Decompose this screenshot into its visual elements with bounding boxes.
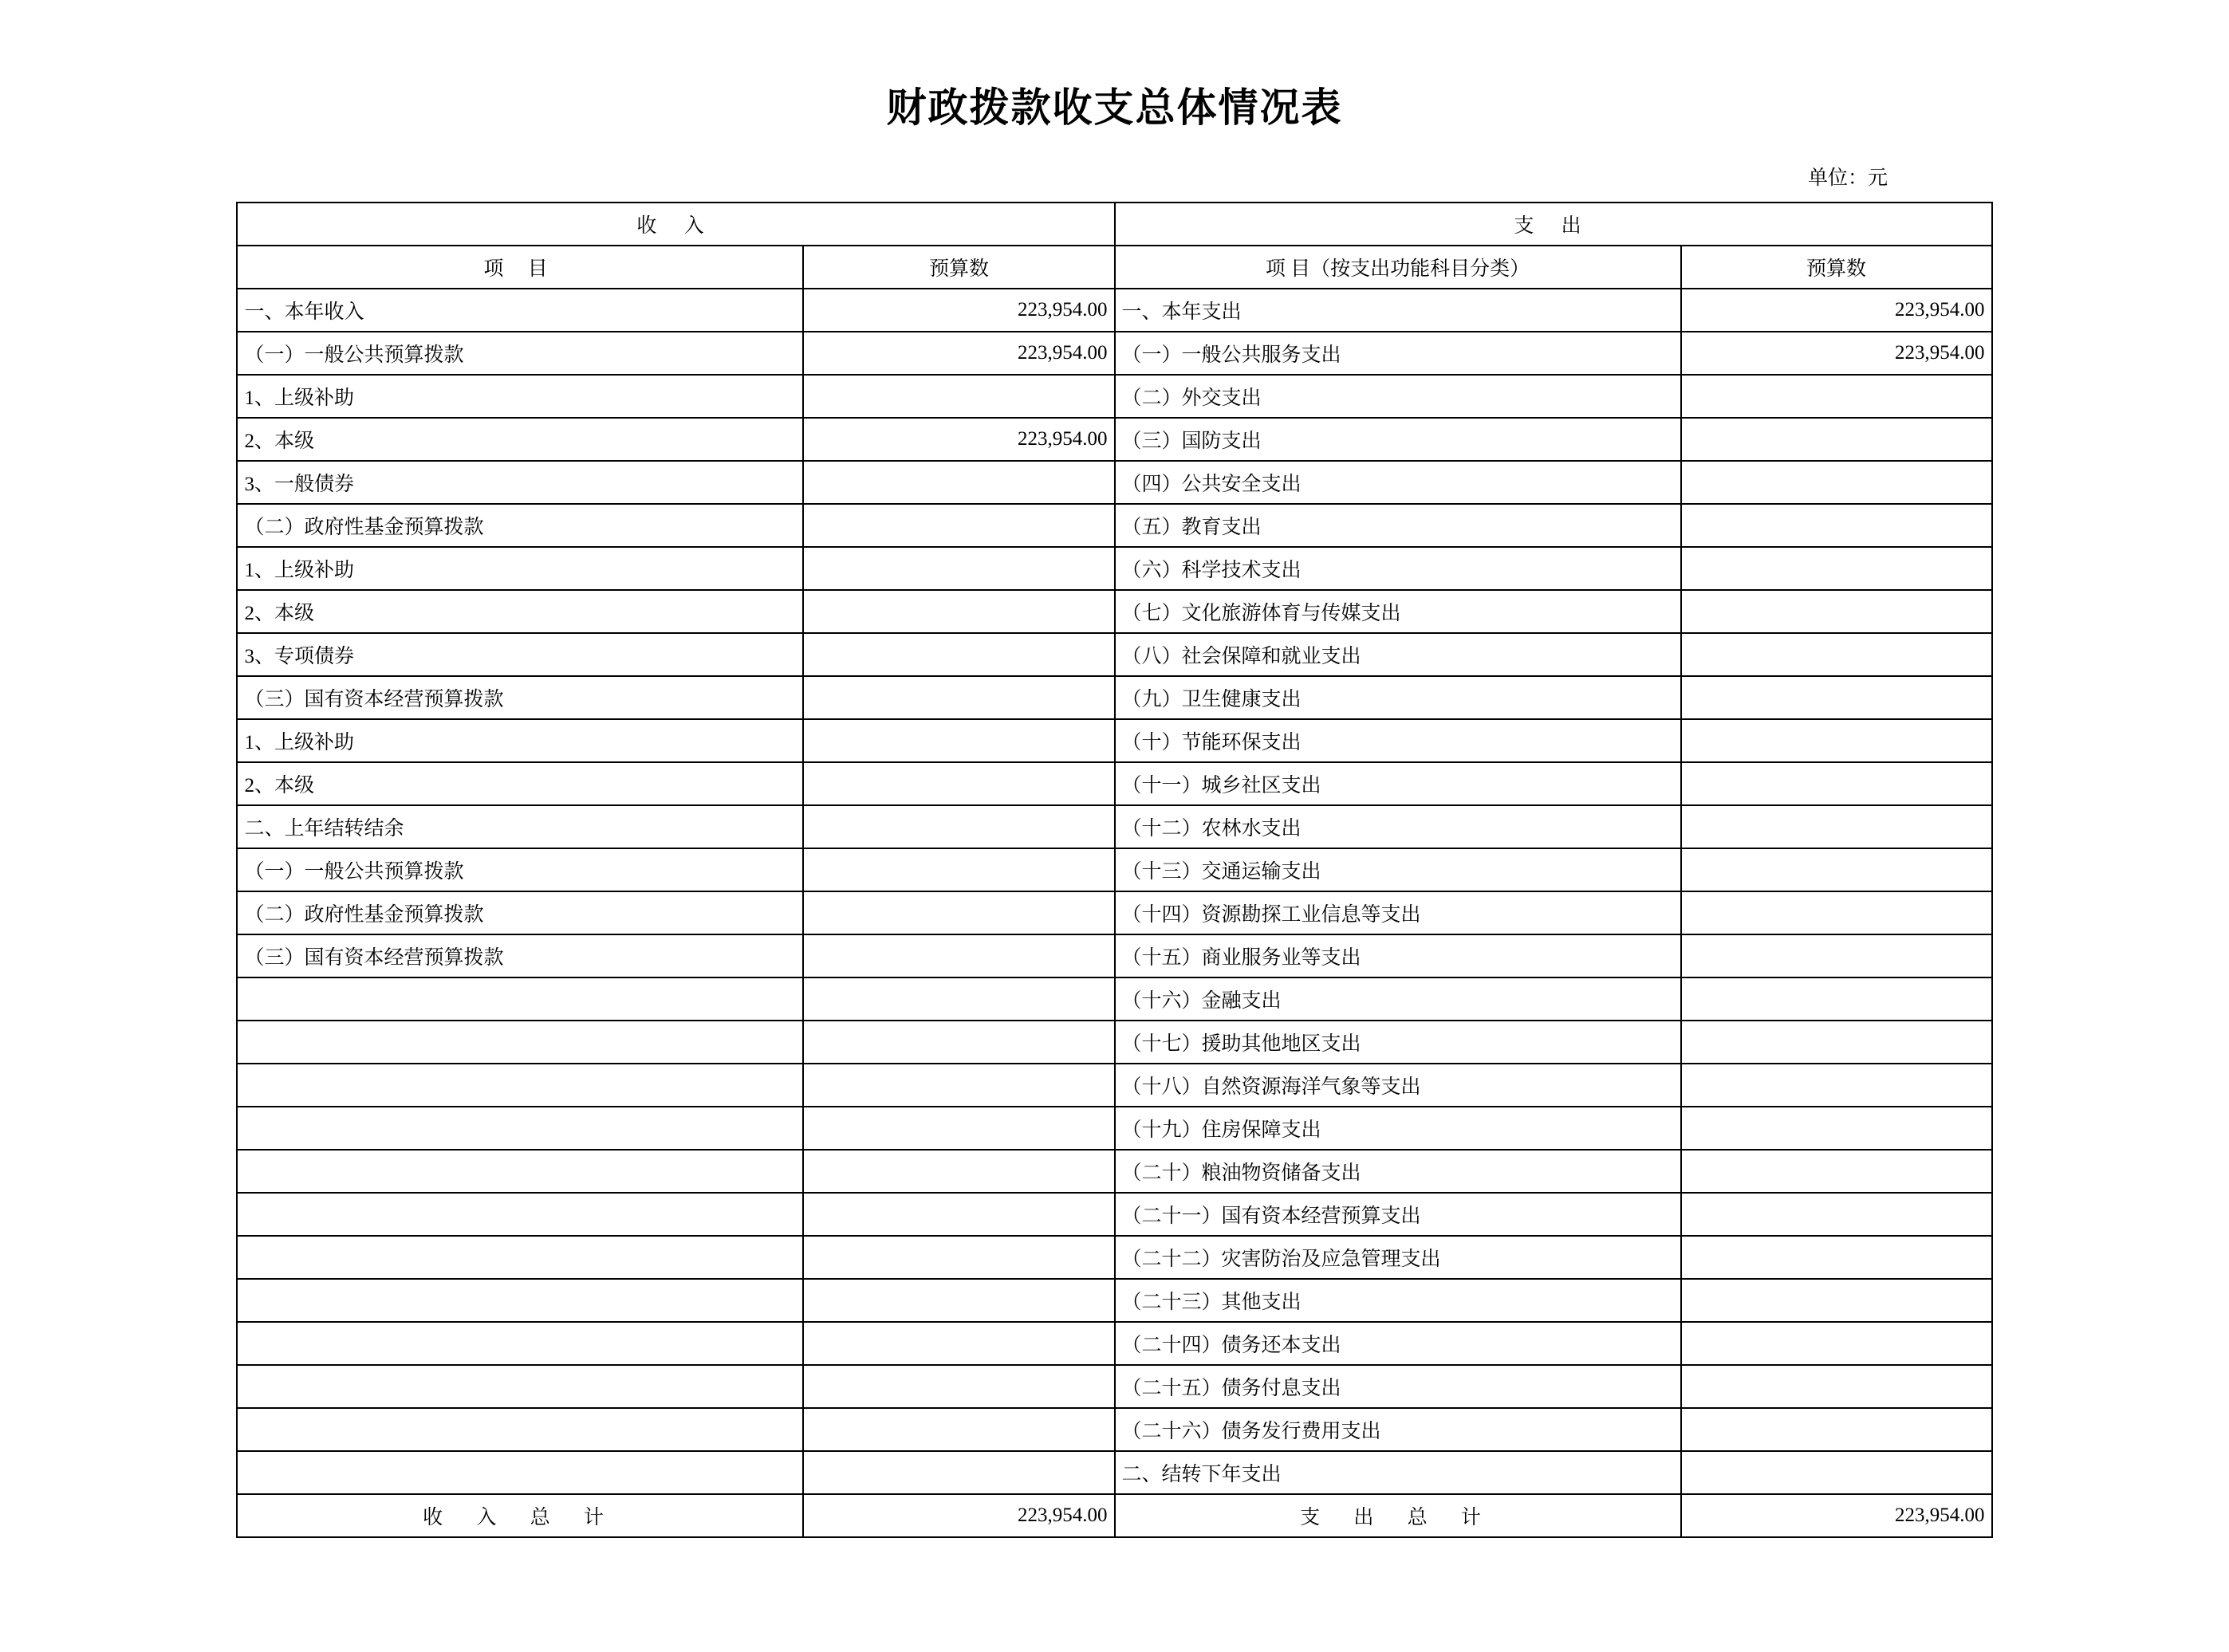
page xyxy=(0,76,2229,1652)
expense-item-label: 一、本年支出 xyxy=(1115,289,1681,332)
table-row xyxy=(237,934,1991,977)
income-item-label xyxy=(237,1365,803,1408)
expense-item-label: （一）一般公共服务支出 xyxy=(1115,332,1681,375)
table-column-header-row xyxy=(237,246,1991,289)
expense-item-column-header: 项 目（按支出功能科目分类） xyxy=(1115,246,1681,289)
table-row xyxy=(237,762,1991,805)
expense-item-amount xyxy=(1681,1236,1992,1279)
income-group-header: 收 入 xyxy=(237,203,1114,246)
table-row xyxy=(237,1279,1991,1322)
income-item-amount xyxy=(803,1150,1114,1193)
expense-item-label: （十二）农林水支出 xyxy=(1115,805,1681,848)
income-item-label xyxy=(237,1064,803,1107)
table-row xyxy=(237,633,1991,676)
income-item-amount xyxy=(803,805,1114,848)
income-item-label: （二）政府性基金预算拨款 xyxy=(237,504,803,547)
expense-item-amount xyxy=(1681,418,1992,461)
income-total-label: 收 入 总 计 xyxy=(237,1494,803,1537)
table-row xyxy=(237,719,1991,762)
income-item-label: 二、上年结转结余 xyxy=(237,805,803,848)
income-item-label xyxy=(237,1021,803,1064)
expense-group-header: 支 出 xyxy=(1115,203,1992,246)
expense-total-label: 支 出 总 计 xyxy=(1115,1494,1681,1537)
expense-item-amount xyxy=(1681,1279,1992,1322)
income-item-label xyxy=(237,977,803,1021)
income-item-label xyxy=(237,1451,803,1494)
expense-item-label: （二十）粮油物资储备支出 xyxy=(1115,1150,1681,1193)
expense-item-amount xyxy=(1681,375,1992,418)
expense-item-amount xyxy=(1681,1322,1992,1365)
income-item-label: 1、上级补助 xyxy=(237,375,803,418)
income-item-label: 一、本年收入 xyxy=(237,289,803,332)
income-item-amount xyxy=(803,1064,1114,1107)
expense-item-label: （七）文化旅游体育与传媒支出 xyxy=(1115,590,1681,633)
income-item-label xyxy=(237,1107,803,1150)
income-item-label: 2、本级 xyxy=(237,590,803,633)
expense-item-amount: 223,954.00 xyxy=(1681,289,1992,332)
expense-item-amount xyxy=(1681,676,1992,719)
expense-item-label: （二十一）国有资本经营预算支出 xyxy=(1115,1193,1681,1236)
expense-item-label: （十一）城乡社区支出 xyxy=(1115,762,1681,805)
expense-item-amount xyxy=(1681,1107,1992,1150)
expense-item-amount xyxy=(1681,977,1992,1021)
expense-item-amount xyxy=(1681,461,1992,504)
income-amount-column-header: 预算数 xyxy=(803,246,1114,289)
expense-item-amount xyxy=(1681,1193,1992,1236)
income-item-label: 2、本级 xyxy=(237,418,803,461)
income-item-amount xyxy=(803,1236,1114,1279)
table-row xyxy=(237,1322,1991,1365)
income-item-amount xyxy=(803,1365,1114,1408)
expense-item-amount xyxy=(1681,762,1992,805)
budget-table xyxy=(236,202,1992,1538)
income-item-label: 3、一般债券 xyxy=(237,461,803,504)
expense-item-label: （二十五）债务付息支出 xyxy=(1115,1365,1681,1408)
income-item-amount xyxy=(803,1322,1114,1365)
income-item-label: （一）一般公共预算拨款 xyxy=(237,332,803,375)
income-item-amount xyxy=(803,1021,1114,1064)
expense-item-label: （八）社会保障和就业支出 xyxy=(1115,633,1681,676)
table-row xyxy=(237,1021,1991,1064)
expense-item-label: （二十三）其他支出 xyxy=(1115,1279,1681,1322)
income-item-amount xyxy=(803,719,1114,762)
expense-item-label: 二、结转下年支出 xyxy=(1115,1451,1681,1494)
expense-item-label: （二）外交支出 xyxy=(1115,375,1681,418)
totals-row xyxy=(237,1494,1991,1537)
unit-label: 单位：元 xyxy=(1807,167,1888,189)
income-item-amount xyxy=(803,1451,1114,1494)
income-item-label: 2、本级 xyxy=(237,762,803,805)
table-row xyxy=(237,332,1991,375)
income-item-label: 1、上级补助 xyxy=(237,719,803,762)
income-item-column-header: 项 目 xyxy=(237,246,803,289)
income-item-amount xyxy=(803,977,1114,1021)
table-row xyxy=(237,805,1991,848)
expense-item-label: （十八）自然资源海洋气象等支出 xyxy=(1115,1064,1681,1107)
expense-item-label: （五）教育支出 xyxy=(1115,504,1681,547)
income-item-amount xyxy=(803,461,1114,504)
table-body xyxy=(237,203,1991,1537)
income-item-label xyxy=(237,1236,803,1279)
expense-item-amount xyxy=(1681,934,1992,977)
income-item-label xyxy=(237,1408,803,1451)
income-item-amount xyxy=(803,590,1114,633)
expense-item-label: （十五）商业服务业等支出 xyxy=(1115,934,1681,977)
table-row xyxy=(237,1150,1991,1193)
expense-total-amount: 223,954.00 xyxy=(1681,1494,1992,1537)
income-item-amount xyxy=(803,1279,1114,1322)
table-row xyxy=(237,891,1991,934)
income-item-amount: 223,954.00 xyxy=(803,418,1114,461)
income-item-amount: 223,954.00 xyxy=(803,289,1114,332)
table-row xyxy=(237,1365,1991,1408)
expense-item-amount xyxy=(1681,1408,1992,1451)
expense-item-amount xyxy=(1681,504,1992,547)
income-total-amount: 223,954.00 xyxy=(803,1494,1114,1537)
income-item-amount xyxy=(803,633,1114,676)
table-row xyxy=(237,1451,1991,1494)
income-item-amount xyxy=(803,1107,1114,1150)
income-item-label: （三）国有资本经营预算拨款 xyxy=(237,934,803,977)
expense-item-amount xyxy=(1681,1150,1992,1193)
income-item-amount xyxy=(803,676,1114,719)
expense-item-amount xyxy=(1681,1021,1992,1064)
table-row xyxy=(237,461,1991,504)
table-row xyxy=(237,676,1991,719)
table-header-group-row xyxy=(237,203,1991,246)
income-item-amount xyxy=(803,1408,1114,1451)
table-row xyxy=(237,1107,1991,1150)
expense-item-amount xyxy=(1681,805,1992,848)
income-item-amount xyxy=(803,547,1114,590)
table-row xyxy=(237,418,1991,461)
income-item-amount xyxy=(803,891,1114,934)
expense-item-amount xyxy=(1681,719,1992,762)
table-row xyxy=(237,1064,1991,1107)
expense-item-amount: 223,954.00 xyxy=(1681,332,1992,375)
income-item-amount xyxy=(803,504,1114,547)
table-row xyxy=(237,848,1991,891)
expense-item-label: （二十六）债务发行费用支出 xyxy=(1115,1408,1681,1451)
income-item-amount xyxy=(803,1193,1114,1236)
expense-item-label: （十六）金融支出 xyxy=(1115,977,1681,1021)
income-item-label xyxy=(237,1193,803,1236)
income-item-label xyxy=(237,1150,803,1193)
expense-item-amount xyxy=(1681,848,1992,891)
expense-item-amount xyxy=(1681,1451,1992,1494)
income-item-amount xyxy=(803,762,1114,805)
income-item-label xyxy=(237,1279,803,1322)
expense-item-label: （二十四）债务还本支出 xyxy=(1115,1322,1681,1365)
table-row xyxy=(237,504,1991,547)
expense-item-amount xyxy=(1681,891,1992,934)
table-row xyxy=(237,590,1991,633)
expense-item-label: （十九）住房保障支出 xyxy=(1115,1107,1681,1150)
expense-item-amount xyxy=(1681,1064,1992,1107)
income-item-label xyxy=(237,1322,803,1365)
expense-item-amount xyxy=(1681,1365,1992,1408)
table-row xyxy=(237,1193,1991,1236)
table-row xyxy=(237,375,1991,418)
table-row xyxy=(237,1408,1991,1451)
expense-item-label: （十四）资源勘探工业信息等支出 xyxy=(1115,891,1681,934)
expense-item-label: （十三）交通运输支出 xyxy=(1115,848,1681,891)
income-item-amount xyxy=(803,848,1114,891)
table-row xyxy=(237,977,1991,1021)
expense-item-label: （十七）援助其他地区支出 xyxy=(1115,1021,1681,1064)
expense-item-label: （六）科学技术支出 xyxy=(1115,547,1681,590)
expense-item-label: （十）节能环保支出 xyxy=(1115,719,1681,762)
expense-amount-column-header: 预算数 xyxy=(1681,246,1992,289)
income-item-amount xyxy=(803,375,1114,418)
income-item-label: （二）政府性基金预算拨款 xyxy=(237,891,803,934)
expense-item-label: （二十二）灾害防治及应急管理支出 xyxy=(1115,1236,1681,1279)
expense-item-label: （三）国防支出 xyxy=(1115,418,1681,461)
expense-item-label: （九）卫生健康支出 xyxy=(1115,676,1681,719)
table-row xyxy=(237,289,1991,332)
income-item-label: 3、专项债券 xyxy=(237,633,803,676)
income-item-amount: 223,954.00 xyxy=(803,332,1114,375)
table-row xyxy=(237,547,1991,590)
table-row xyxy=(237,1236,1991,1279)
income-item-label: （一）一般公共预算拨款 xyxy=(237,848,803,891)
income-item-amount xyxy=(803,934,1114,977)
income-item-label: （三）国有资本经营预算拨款 xyxy=(237,676,803,719)
expense-item-amount xyxy=(1681,547,1992,590)
expense-item-amount xyxy=(1681,633,1992,676)
expense-item-amount xyxy=(1681,590,1992,633)
income-item-label: 1、上级补助 xyxy=(237,547,803,590)
expense-item-label: （四）公共安全支出 xyxy=(1115,461,1681,504)
page-title: 财政拨款收支总体情况表 xyxy=(886,85,1343,130)
